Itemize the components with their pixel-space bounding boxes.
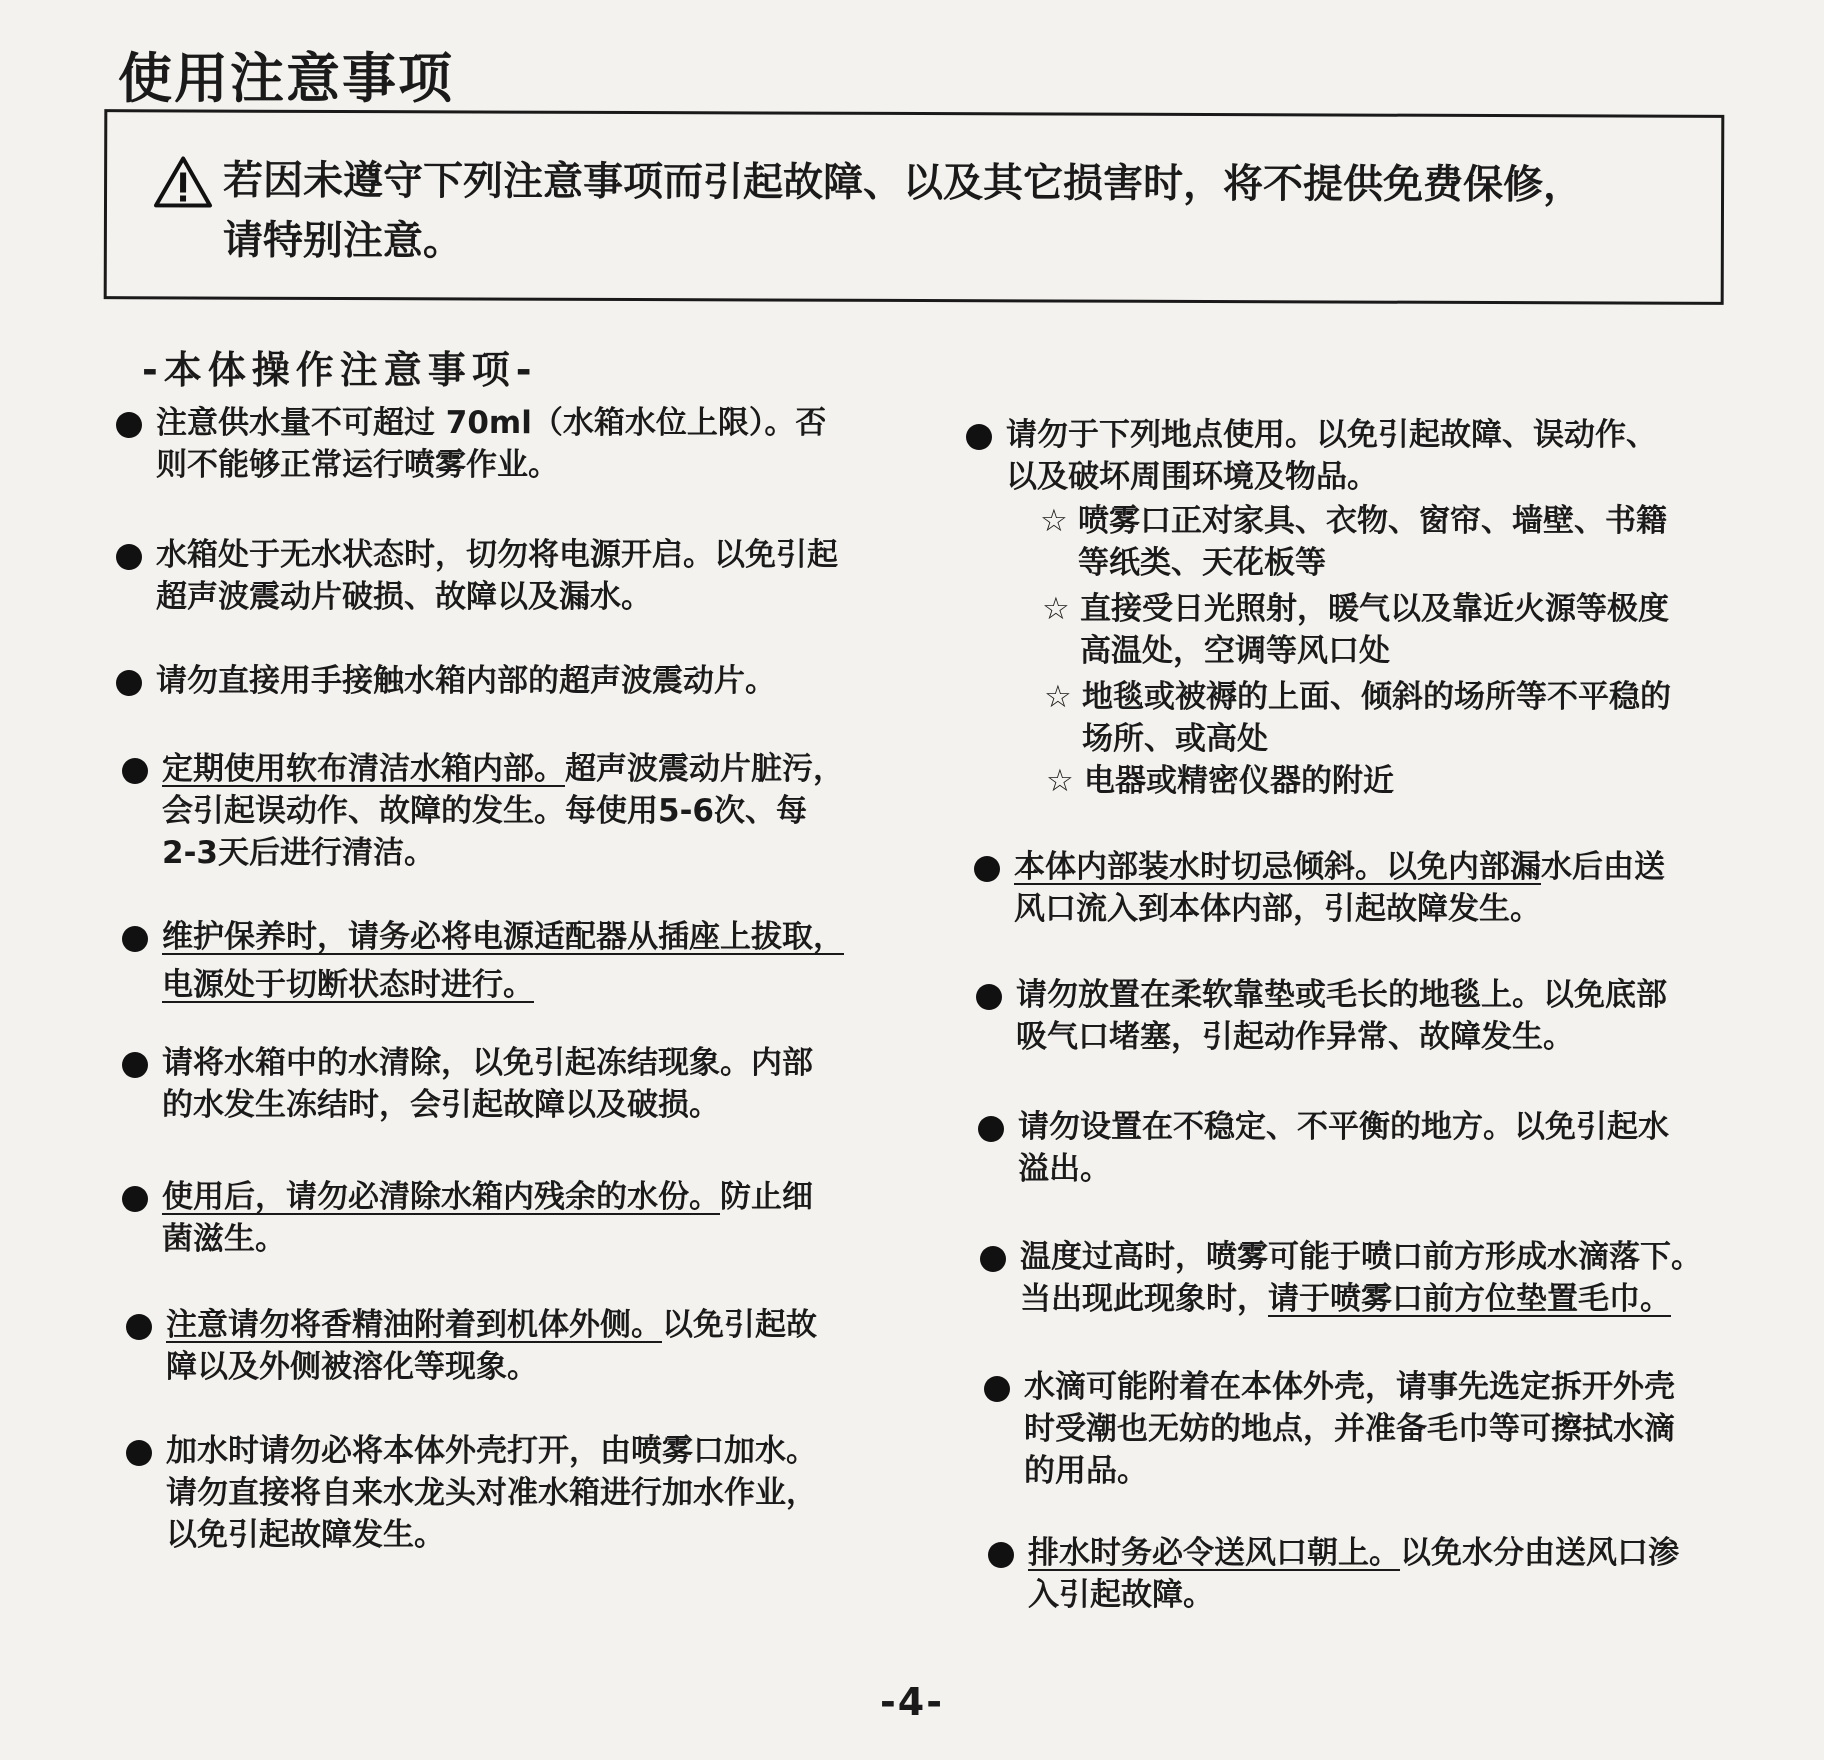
list-item-line: 请勿直接将自来水龙头对准水箱进行加水作业， xyxy=(166,1475,817,1511)
list-item-line xyxy=(166,1304,817,1346)
list-item-line: 超声波震动片破损、故障以及漏水。 xyxy=(156,579,652,615)
list-item-line: 温度过高时，喷雾可能于喷口前方形成水滴落下。 xyxy=(1020,1239,1702,1275)
list-item-line xyxy=(162,748,844,790)
bullet-dot-icon xyxy=(980,1246,1006,1272)
list-item-line: 请将水箱中的水清除，以免引起冻结现象。内部 xyxy=(162,1045,813,1081)
page-title: 使用注意事项 xyxy=(118,47,454,110)
list-item xyxy=(984,1366,1675,1492)
bullet-dot-icon xyxy=(116,670,142,696)
bullet-dot-icon xyxy=(988,1542,1014,1568)
bullet-dot-icon xyxy=(116,412,142,438)
list-item-line xyxy=(1020,1278,1702,1320)
bullet-dot-icon xyxy=(966,424,992,450)
list-item xyxy=(116,534,838,618)
list-item-line: 请勿放置在柔软靠垫或毛长的地毯上。以免底部 xyxy=(1016,977,1667,1013)
sub-list-item xyxy=(1046,760,1394,802)
list-item-line: 则不能够正常运行喷雾作业。 xyxy=(156,447,559,483)
list-item-line: 时受潮也无妨的地点，并准备毛巾等可擦拭水滴 xyxy=(1024,1411,1675,1447)
sub-list-item-line: 直接受日光照射，暖气以及靠近火源等极度 xyxy=(1080,591,1669,627)
sub-list-item-line: 喷雾口正对家具、衣物、窗帘、墙壁、书籍 xyxy=(1078,503,1667,539)
list-item-line: 注意供水量不可超过 70ml（水箱水位上限）。否 xyxy=(156,405,827,441)
list-item xyxy=(974,846,1665,930)
bullet-dot-icon xyxy=(122,758,148,784)
list-item-line: 的水发生冻结时，会引起故障以及破损。 xyxy=(162,1087,720,1123)
warning-text-line1: 若因未遵守下列注意事项而引起故障、以及其它损害时，将不提供免费保修， xyxy=(223,157,1584,209)
list-item-line: 障以及外侧被溶化等现象。 xyxy=(166,1349,538,1385)
bullet-dot-icon xyxy=(122,926,148,952)
list-item-line: 的用品。 xyxy=(1024,1453,1148,1489)
list-item-line: 水滴可能附着在本体外壳，请事先选定拆开外壳 xyxy=(1024,1369,1675,1405)
sub-list-item xyxy=(1040,500,1667,584)
bullet-dot-icon xyxy=(974,856,1000,882)
underlined-text: 维护保养时，请务必将电源适配器从插座上拔取， xyxy=(162,919,844,955)
list-item xyxy=(116,660,776,702)
star-icon: ☆ xyxy=(1040,503,1068,539)
star-icon: ☆ xyxy=(1042,591,1070,627)
list-item-line xyxy=(1028,1532,1679,1574)
list-item xyxy=(122,1176,813,1260)
list-item-text: 以免引起故 xyxy=(662,1307,817,1343)
sub-list-item xyxy=(1042,588,1669,672)
list-item-line: 2-3天后进行清洁。 xyxy=(162,835,436,871)
list-item xyxy=(122,1042,813,1126)
list-item xyxy=(116,402,826,486)
list-item-line: 以及破坏周围环境及物品。 xyxy=(1006,459,1378,495)
sub-list-item-line: 高温处，空调等风口处 xyxy=(1080,633,1390,669)
list-item-line: 请勿设置在不稳定、不平衡的地方。以免引起水 xyxy=(1018,1109,1669,1145)
star-icon: ☆ xyxy=(1046,763,1074,799)
bullet-dot-icon xyxy=(984,1376,1010,1402)
list-item xyxy=(122,916,844,1006)
list-item xyxy=(126,1430,817,1556)
bullet-dot-icon xyxy=(126,1440,152,1466)
list-item-line: 吸气口堵塞，引起动作异常、故障发生。 xyxy=(1016,1019,1574,1055)
bullet-dot-icon xyxy=(122,1186,148,1212)
list-item-line: 以免引起故障发生。 xyxy=(166,1517,445,1553)
list-item-line: 菌滋生。 xyxy=(162,1221,286,1257)
bullet-dot-icon xyxy=(978,1116,1004,1142)
sub-list-item xyxy=(1044,676,1671,760)
sub-list-item-line: 等纸类、天花板等 xyxy=(1078,545,1326,581)
list-item-text: 当出现此现象时， xyxy=(1020,1281,1268,1317)
list-item-text: 水后由送 xyxy=(1541,849,1665,885)
list-item xyxy=(122,748,844,874)
list-item-text: 超声波震动片脏污， xyxy=(565,751,844,787)
list-item-line: 溢出。 xyxy=(1018,1151,1111,1187)
list-item-line: 请勿直接用手接触水箱内部的超声波震动片。 xyxy=(156,663,776,699)
list-item-line: 风口流入到本体内部，引起故障发生。 xyxy=(1014,891,1541,927)
underlined-text: 使用后，请勿必清除水箱内残余的水份。 xyxy=(162,1179,720,1215)
list-item-line: 加水时请勿必将本体外壳打开，由喷雾口加水。 xyxy=(166,1433,817,1469)
list-item xyxy=(980,1236,1702,1320)
underlined-text: 电源处于切断状态时进行。 xyxy=(162,967,534,1003)
list-item-line: 会引起误动作、故障的发生。每使用5-6次、每 xyxy=(162,793,808,829)
list-item xyxy=(966,414,1657,498)
bullet-dot-icon xyxy=(126,1314,152,1340)
warning-text-line2: 请特别注意。 xyxy=(222,217,463,265)
list-item-line: 入引起故障。 xyxy=(1028,1577,1214,1613)
bullet-dot-icon xyxy=(122,1052,148,1078)
list-item-line: 水箱处于无水状态时，切勿将电源开启。以免引起 xyxy=(156,537,838,573)
warning-box xyxy=(104,109,1725,305)
underlined-text: 定期使用软布清洁水箱内部。 xyxy=(162,751,565,787)
list-item xyxy=(126,1304,817,1388)
bullet-dot-icon xyxy=(976,984,1002,1010)
list-item-line xyxy=(1014,846,1665,888)
list-item-line xyxy=(162,1176,813,1218)
underlined-text: 请于喷雾口前方位垫置毛巾。 xyxy=(1268,1281,1671,1317)
underlined-text: 注意请勿将香精油附着到机体外侧。 xyxy=(166,1307,662,1343)
bullet-dot-icon xyxy=(116,544,142,570)
list-item xyxy=(988,1532,1679,1616)
warning-triangle-icon xyxy=(153,154,213,208)
page-number: -4- xyxy=(880,1680,944,1724)
list-item-text: 防止细 xyxy=(720,1179,813,1215)
list-item-line: 请勿于下列地点使用。以免引起故障、误动作、 xyxy=(1006,417,1657,453)
star-icon: ☆ xyxy=(1044,679,1072,715)
underlined-text: 排水时务必令送风口朝上。 xyxy=(1028,1535,1400,1571)
sub-list-item-line: 地毯或被褥的上面、倾斜的场所等不平稳的 xyxy=(1082,679,1671,715)
list-item-text: 以免水分由送风口渗 xyxy=(1400,1535,1679,1571)
underlined-text: 本体内部装水时切忌倾斜。以免内部漏 xyxy=(1014,849,1541,885)
list-item xyxy=(976,974,1667,1058)
list-item xyxy=(978,1106,1669,1190)
sub-list-item-line: 场所、或高处 xyxy=(1082,721,1268,757)
section-header: -本体操作注意事项- xyxy=(142,348,538,392)
sub-list-item-line: 电器或精密仪器的附近 xyxy=(1084,763,1394,799)
